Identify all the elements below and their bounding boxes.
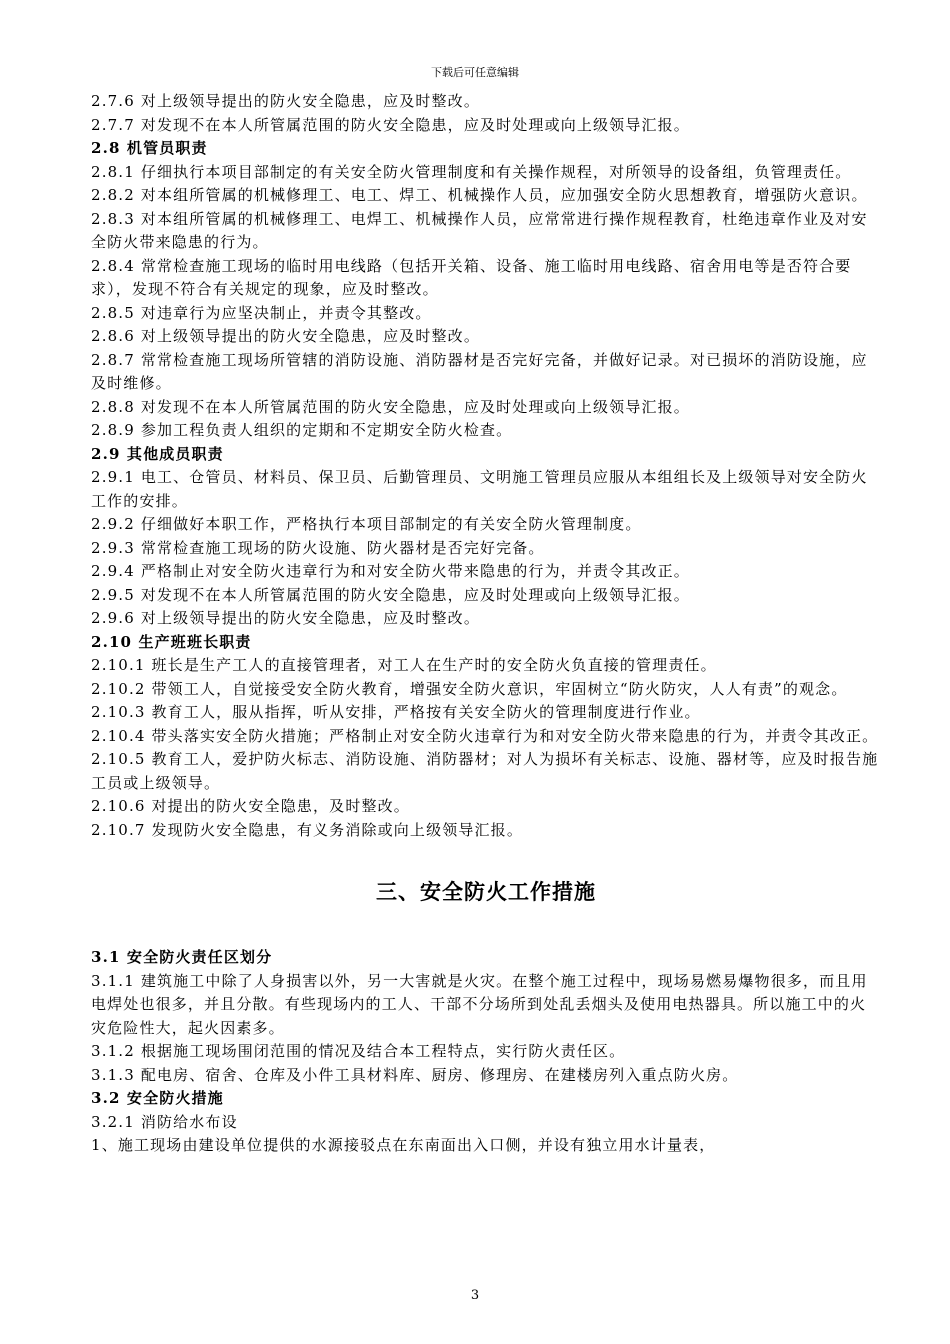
paragraph: 2.10.3 教育工人，服从指挥，听从安排，严格按有关安全防火的管理制度进行作业。: [91, 703, 701, 721]
document-body: [91, 90, 881, 1158]
page-number: 3: [470, 1288, 480, 1303]
paragraph: 2.8.6 对上级领导提出的防火安全隐患，应及时整改。: [91, 327, 480, 345]
section-heading: 2.8 机管员职责: [91, 139, 208, 157]
paragraph: 2.8.2 对本组所管属的机械修理工、电工、焊工、机械操作人员，应加强安全防火思想教育，增强防火意识。: [91, 186, 868, 204]
paragraph: 2.9.5 对发现不在本人所管属范围的防火安全隐患，应及时处理或向上级领导汇报。: [91, 585, 690, 604]
paragraph: 2.7.7 对发现不在本人所管属范围的防火安全隐患，应及时处理或向上级领导汇报。: [91, 115, 690, 134]
paragraph: 1、施工现场由建设单位提供的水源接驳点在东南面出入口侧，并设有独立用水计量表，: [91, 1136, 716, 1154]
paragraph: 2.8.1 仔细执行本项目部制定的有关安全防火管理制度和有关操作规程，对所领导的设备组，负管理责任。: [91, 162, 852, 181]
paragraph: 3.1.3 配电房、宿舍、仓库及小件工具材料库、厨房、修理房、在建楼房列入重点防火房。: [91, 1065, 739, 1084]
paragraph: 2.9.1 电工、仓管员、材料员、保卫员、后勤管理员、文明施工管理员应服从本组组长及上级领导对安全防火工作的安排。: [91, 468, 868, 510]
section-heading: 2.9 其他成员职责: [91, 444, 224, 463]
section-heading: 3.2 安全防火措施: [91, 1089, 224, 1107]
paragraph: 2.8.3 对本组所管属的机械修理工、电焊工、机械操作人员，应常常进行操作规程教育，杜绝违章作业及对安全防火带来隐患的行为。: [91, 209, 868, 251]
section-responsibilities: [91, 90, 881, 842]
paragraph: 2.8.9 参加工程负责人组织的定期和不定期安全防火检查。: [91, 421, 513, 439]
section-measures: [91, 946, 881, 1158]
paragraph: 2.8.7 常常检查施工现场所管辖的消防设施、消防器材是否完好完备，并做好记录。对已损坏的消防设施，应及时维修。: [91, 350, 868, 392]
paragraph: 2.8.4 常常检查施工现场的临时用电线路（包括开关箱、设备、施工临时用电线路、宿舍用电等是否符合要求），发现不符合有关规定的现象，应及时整改。: [91, 256, 852, 298]
paragraph: 3.1.2 根据施工现场围闭范围的情况及结合本工程特点，实行防火责任区。: [91, 1042, 626, 1060]
page-header: 下载后可任意编辑: [431, 66, 519, 79]
paragraph: 2.9.3 常常检查施工现场的防火设施、防火器材是否完好完备。: [91, 538, 545, 557]
paragraph: 2.10.5 教育工人，爱护防火标志、消防设施、消防器材；对人为损坏有关标志、设施、器材等，应及时报告施工员或上级领导。: [91, 750, 879, 792]
paragraph: 2.10.1 班长是生产工人的直接管理者，对工人在生产时的安全防火负直接的管理责任。: [91, 656, 717, 674]
section-heading: 2.10 生产班班长职责: [91, 632, 252, 651]
paragraph: 2.8.8 对发现不在本人所管属范围的防火安全隐患，应及时处理或向上级领导汇报。: [91, 397, 690, 416]
paragraph: 2.7.6 对上级领导提出的防火安全隐患，应及时整改。: [91, 92, 480, 110]
paragraph: 2.10.7 发现防火安全隐患，有义务消除或向上级领导汇报。: [91, 820, 523, 839]
paragraph: 2.10.4 带头落实安全防火措施；严格制止对安全防火违章行为和对安全防火带来隐患的行为，并责令其改正。: [91, 726, 879, 745]
section-heading: 3.1 安全防火责任区划分: [91, 948, 273, 966]
paragraph: 3.2.1 消防给水布设: [91, 1112, 238, 1131]
chapter-title: 三、安全防火工作措施: [376, 880, 596, 904]
paragraph: 2.9.4 严格制止对安全防火违章行为和对安全防火带来隐患的行为，并责令其改正。: [91, 562, 690, 580]
paragraph: 2.9.6 对上级领导提出的防火安全隐患，应及时整改。: [91, 609, 480, 627]
paragraph: 3.1.1 建筑施工中除了人身损害以外，另一大害就是火灾。在整个施工过程中，现场易燃易爆物很多，而且用电焊处也很多，并且分散。有些现场内的工人、干部不分场所到处乱丢烟头及使用电热器具。所以施工中的火灾危险性大，起火因素多。: [91, 971, 868, 1037]
paragraph: 2.10.2 带领工人，自觉接受安全防火教育，增强安全防火意识，牢固树立“防火防灾，人人有责”的观念。: [91, 679, 848, 698]
paragraph: 2.8.5 对违章行为应坚决制止，并责令其整改。: [91, 303, 432, 322]
paragraph: 2.10.6 对提出的防火安全隐患，及时整改。: [91, 797, 410, 815]
paragraph: 2.9.2 仔细做好本职工作，严格执行本项目部制定的有关安全防火管理制度。: [91, 515, 642, 533]
